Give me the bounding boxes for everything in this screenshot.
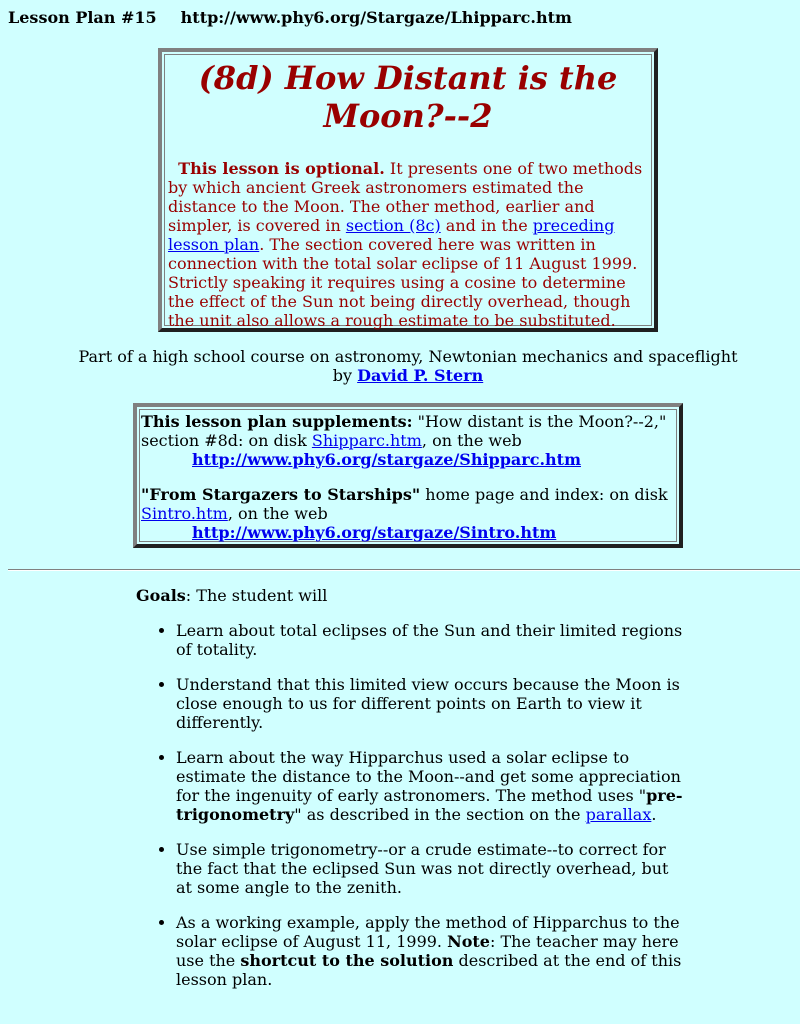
goal-3-text-1: Learn about the way Hipparchus used a solar eclipse to estimate the distance to the Moon--and get some appreciation for the ingenuity of early astronomers. The method uses " (176, 748, 681, 805)
goal-3-text-2: " as described in the section on the (294, 805, 586, 824)
goals-section (136, 586, 696, 1005)
parallax-link[interactable]: parallax (585, 805, 652, 824)
supplement-text-1: "How distant is the Moon?--2," section #8d: on disk (141, 412, 667, 450)
title-line-1: (8d) How Distant is the (198, 59, 618, 97)
shipparc-web-row (141, 450, 676, 469)
optional-note: This lesson is optional. (178, 159, 385, 178)
supplement-label: This lesson plan supplements: (141, 412, 413, 431)
sintro-disk-link[interactable]: Sintro.htm (141, 504, 228, 523)
goal-3-text-3: . (651, 805, 657, 824)
supplement-box (133, 403, 683, 548)
intro-text-2: and in the (440, 216, 533, 235)
goal-3-bold: pre-trigonometry (176, 786, 683, 824)
shipparc-disk-link[interactable]: Shipparc.htm (311, 431, 422, 450)
intro-text-3: . The section covered here was written in connection with the total solar eclipse of 11 August 1999. Strictly speaking it requires using a cosine to determine the effect of the Sun not being directly overhead, though the unit also allows a rough estimate to be substituted. (168, 235, 638, 330)
divider (8, 569, 800, 571)
goal-item-4: • Use simple trigonometry--or a crude estimate--to correct for the fact that the eclipsed Sun was not directly overhead, but at some angle to the zenith. (176, 840, 688, 897)
sintro-web-row (141, 523, 676, 542)
goal-item-2: • Understand that this limited view occurs because the Moon is close enough to us for different points on Earth to view it differently. (176, 675, 688, 732)
page-url: http://www.phy6.org/Stargaze/Lhipparc.htm (180, 8, 572, 27)
course-description: Part of a high school course on astronomy, Newtonian mechanics and spaceflight (78, 347, 738, 366)
supplement-box-inner (139, 409, 677, 542)
section-8c-link[interactable]: section (8c) (345, 216, 441, 235)
supplement-text-2: , on the web (421, 431, 522, 450)
goal-item-1: • Learn about total eclipses of the Sun and their limited regions of totality. (176, 621, 688, 659)
goal-5-note: Note (447, 932, 490, 951)
title-line-2: Moon?--2 (323, 97, 493, 135)
spacer (141, 469, 676, 485)
supplement-text-3: home page and index: on disk (420, 485, 668, 504)
lesson-number: Lesson Plan #15 (8, 8, 157, 27)
goals-list (136, 621, 696, 989)
preceding-lesson-link[interactable]: preceding lesson plan (168, 216, 615, 254)
title-box (158, 48, 658, 332)
by-text: by (332, 366, 358, 385)
course-credit (0, 347, 800, 385)
sintro-web-link[interactable]: http://www.phy6.org/stargaze/Sintro.htm (192, 523, 557, 542)
goal-5-text-1: As a working example, apply the method of Hipparchus to the solar eclipse of August 11, 1999. (176, 913, 680, 951)
intro-text-1: It presents one of two methods by which ancient Greek astronomers estimated the distance to the Moon. The other method, earlier and simpler, is covered in (168, 159, 643, 235)
goal-item-5 (176, 913, 688, 989)
page-header (8, 8, 572, 27)
author-link[interactable]: David P. Stern (357, 366, 484, 385)
supplement-text-4: , on the web (227, 504, 328, 523)
page-title (165, 59, 651, 135)
goal-5-text-3: described at the end of this lesson plan. (176, 951, 682, 989)
goals-label: Goals (136, 586, 186, 605)
goal-item-3 (176, 748, 688, 824)
intro-paragraph (168, 159, 651, 330)
goal-5-text-2: : The teacher may here use the (176, 932, 679, 970)
home-page-label: "From Stargazers to Starships" (141, 485, 421, 504)
goals-intro: : The student will (185, 586, 328, 605)
shipparc-web-link[interactable]: http://www.phy6.org/stargaze/Shipparc.htm (192, 450, 581, 469)
goal-5-bold: shortcut to the solution (240, 951, 454, 970)
title-box-inner (164, 54, 652, 330)
